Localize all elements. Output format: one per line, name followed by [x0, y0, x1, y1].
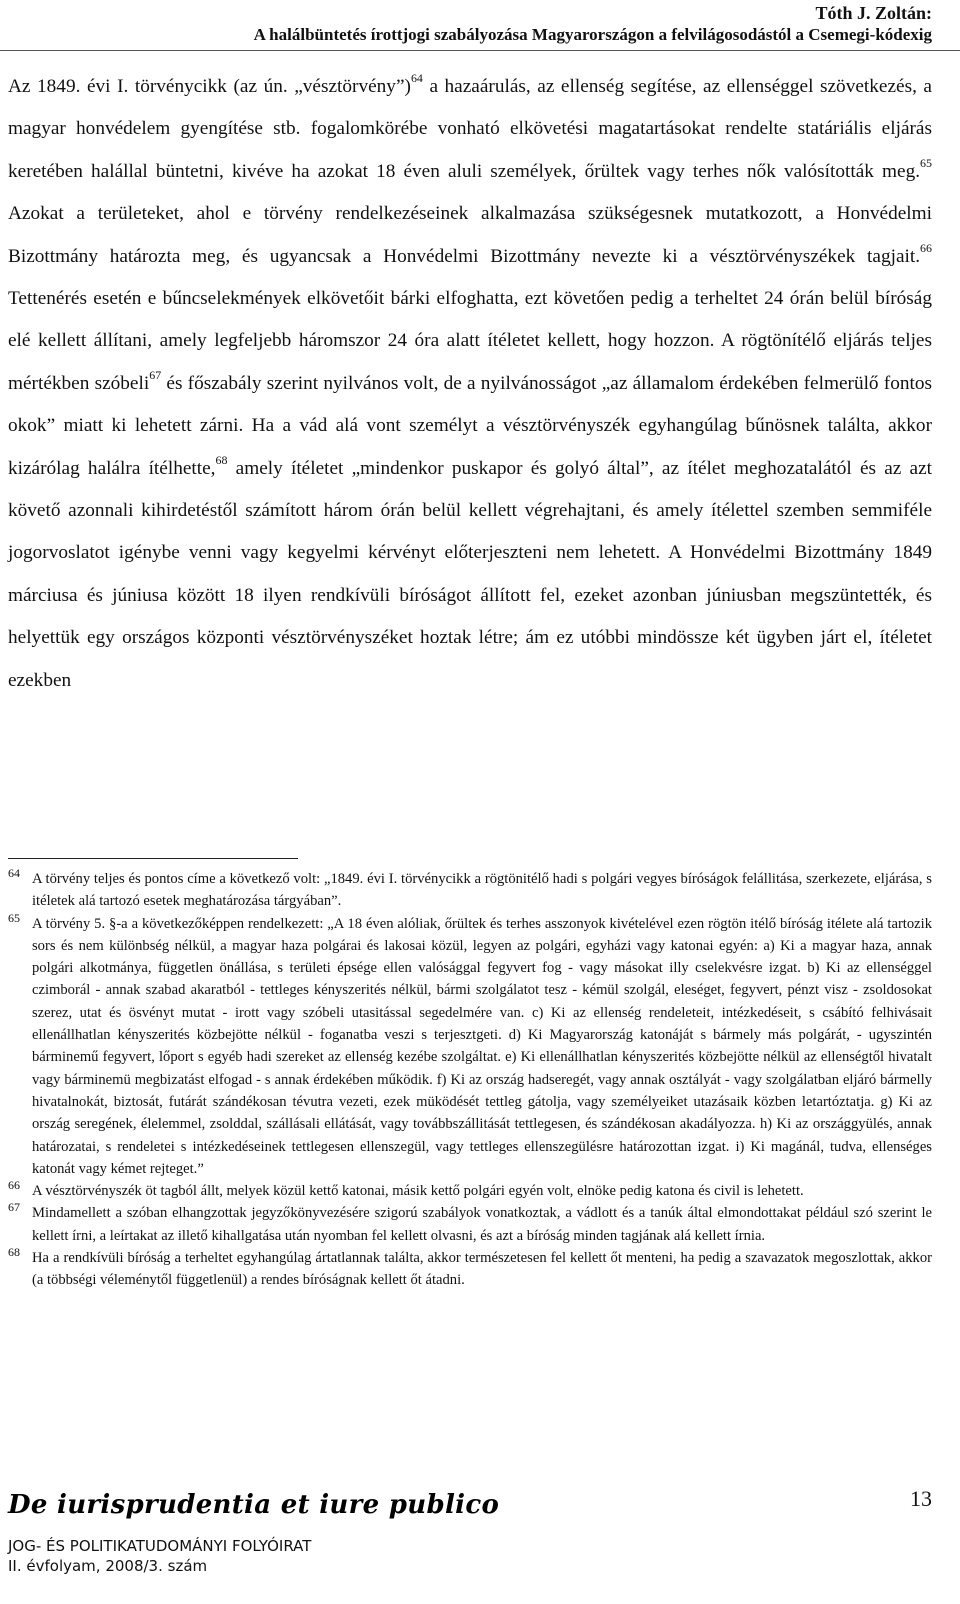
footnote-number: 64: [8, 866, 20, 880]
body-text-3: Azokat a területeket, ahol e törvény rendelkezéseinek alkalmazása szükségesnek mutatkozott, a Honvédelmi Bizottmány határozta meg, és ugyancsak a Honvédelmi Bizottmány nevezte ki a vésztörvényszékek tagjait.: [8, 203, 932, 267]
footnote-65: [8, 910, 932, 1181]
footnote-text: A vésztörvényszék öt tagból állt, melyek közül kettő katonai, másik kettő polgári egyén volt, elnöke pedig katona és civil is lehetett.: [32, 1183, 804, 1200]
footnote-text: Ha a rendkívüli bíróság a terheltet egyhangúlag ártatlannak találta, akkor természetesen fel kellett őt menteni, ha pedig a szavazatok megoszlottak, akkor (a többségi véleménytől függetlenül) a rendes bíróságnak kellett őt átadni.: [32, 1250, 932, 1289]
footnote-divider: [8, 858, 298, 859]
footnote-number: 68: [8, 1245, 20, 1260]
footnote-number: 67: [8, 1200, 20, 1215]
footnote-ref-68[interactable]: 68: [215, 452, 228, 467]
footnote-ref-64[interactable]: 64: [410, 70, 423, 85]
footnote-64: [8, 868, 932, 913]
footnote-67: [8, 1202, 932, 1247]
footnote-text: Mindamellett a szóban elhangzottak jegyzőkönyvezésére szigorú szabályok vonatkoztak, a vádlott és a tanúk által elmondottakat például szó szerint le kellett írni, a leírtakat az illető kihallgatása után nyomban fel kellett olvasni, és azt a bíróság minden tagjának alá kellett írnia.: [32, 1205, 932, 1244]
header-divider: [0, 50, 960, 51]
page-footer: [8, 1488, 932, 1598]
footnote-ref-65[interactable]: 65: [920, 155, 932, 170]
footnote-text: A törvény 5. §-a a következőképpen rendelkezett: „A 18 éven alóliak, őrültek és terhes asszonyok kivételével ezen rögtön itélő bíróság itélete alá tartozik sors és nem különbség nélkül, a magyar haza polgárai és lakosai közül, legyen az polgári, egyházi vagy katonai egyén: a) Ki a magyar haza, annak polgári alkotmánya, független önállása, s területi épsége ellen valósággal fegyvert fog - vagy másokat illy cselekvésre izgat. b) Ki az ellenséggel czimborál - annak szabad akaratból - tettleges kényszerités nélkül, bármi szolgálatot tesz - kémül szolgál, eleséget, fegyvert, pénzt visz - zsoldosokat szerez, utat és ösvényt mutat - irott vagy szóbeli utasitással segedelmére van. c) Ki az ellenség rendeleteit, intézkedéseit, s csábító felhivásait ellenállhatlan kényszerités közbejötte nélkül - foganatba veszi s terjesztgeti. d) Ki Magyarország katonáját s bármely más polgárát, - ugyszintén bárminemű fegyvert, lőport s egyéb hadi szereket az ellenség kezébe szolgáltat. e) Ki ellenállhatlan kényszerités közbejötte nélkül az ellenségtől hivatalt vagy bárminemü megbizatást elfogad - s annak érdekében működik. f) Ki az ország hadseregét, vagy annak osztályát - vagy szolgálatban eljáró bármelly hivatalnokát, biztosát, futárát szándékosan tévutra vezeti, ezek müködését tettleg gátolja, vagy személyeiket utazásaik közben letartóztatja. g) Ki az ország seregének, élelemmel, zsolddal, szállásali ellátását, vagy továbbszállitását tettlegesen, és szándékosan akadályozza. h) Ki az országgyülés, annak határozatai, s rendeletei s intézkedéseinek tettlegesen ellenszegül, vagy tettleges ellenszegülésre határozottan izgat. i) Ki magánál, tudva, ellenséges katonát vagy kémet rejteget.”: [32, 915, 932, 1177]
journal-volume: II. évfolyam, 2008/3. szám: [8, 1557, 208, 1575]
body-text-6: amely ítéletet „mindenkor puskapor és golyó által”, az ítélet meghozatalától és az azt követő azonnali kihirdetéstől számított három órán belül kellett végrehajtani, és amely ítélettel szemben semmiféle jogorvoslatot igénybe venni vagy kegyelmi kérvényt előterjeszteni nem lehetett. A Honvédelmi Bizottmány 1849 márciusa és júniusa között 18 ilyen rendkívüli bíróságot állított fel, ezeket azonban júniusban megszüntették, és helyettük egy országos központi vésztörvényszéket hoztak létre; ám ez utóbbi mindössze két ügyben járt el, ítéletet ezekben: [8, 457, 932, 691]
running-header: [254, 2, 932, 46]
footnotes: [8, 868, 932, 1292]
footnote-ref-67[interactable]: 67: [149, 367, 162, 382]
body-text-2: a hazaárulás, az ellenség segítése, az ellenséggel szövetkezés, a magyar honvédelem gyengítése stb. fogalomkörébe vonható elkövetési magatartásokat rendelte statáriális eljárás keretében halállal büntetni, kivéve ha azokat 18 éven aluli személyek, őrültek vagy terhes nők valósították meg.: [8, 76, 932, 182]
footnote-ref-66[interactable]: 66: [920, 240, 932, 255]
footnote-number: 66: [8, 1178, 20, 1193]
body-text-5: és főszabály szerint nyilvános volt, de a nyilvánosságot „az államalom érdekében felmerülő fontos okok” miatt ki lehetett zárni. Ha a vád alá vont személyt a vésztörvényszék egyhangúlag bűnösnek találta, akkor kizárólag halálra ítélhette,: [8, 372, 932, 479]
journal-logo: De iurisprudentia et iure publico: [8, 1490, 500, 1520]
body-paragraph: [8, 66, 932, 702]
body-text-1: Az 1849. évi I. törvénycikk (az ún. „vésztörvény”): [8, 76, 411, 97]
header-title: A halálbüntetés írottjogi szabályozása Magyarországon a felvilágosodástól a Csemegi-kódexig: [253, 25, 932, 44]
footnote-text: A törvény teljes és pontos címe a következő volt: „1849. évi I. törvénycikk a rögtönitélő hadi s polgári vegyes bíróságok felállitása, szerkezete, eljárása, s itéletek alá tartozó esetek meghatározása tárgyában”.: [32, 871, 932, 910]
journal-name: JOG- ÉS POLITIKATUDOMÁNYI FOLYÓIRAT: [8, 1537, 312, 1555]
footnote-68: [8, 1247, 932, 1292]
footnote-66: [8, 1180, 932, 1202]
header-author: Tóth J. Zoltán:: [815, 3, 932, 23]
body-text-4: Tettenérés esetén e bűncselekmények elkövetőit bárki elfoghatta, ezt követően pedig a terheltet 24 órán belül bíróság elé kellett állítani, amely legfeljebb háromszor 24 óra alatt ítéletet kellett, hogy hozzon. A rögtönítélő eljárás teljes mértékben szóbeli: [8, 288, 932, 394]
page-number: 13: [910, 1486, 932, 1511]
footnote-number: 65: [8, 910, 20, 925]
